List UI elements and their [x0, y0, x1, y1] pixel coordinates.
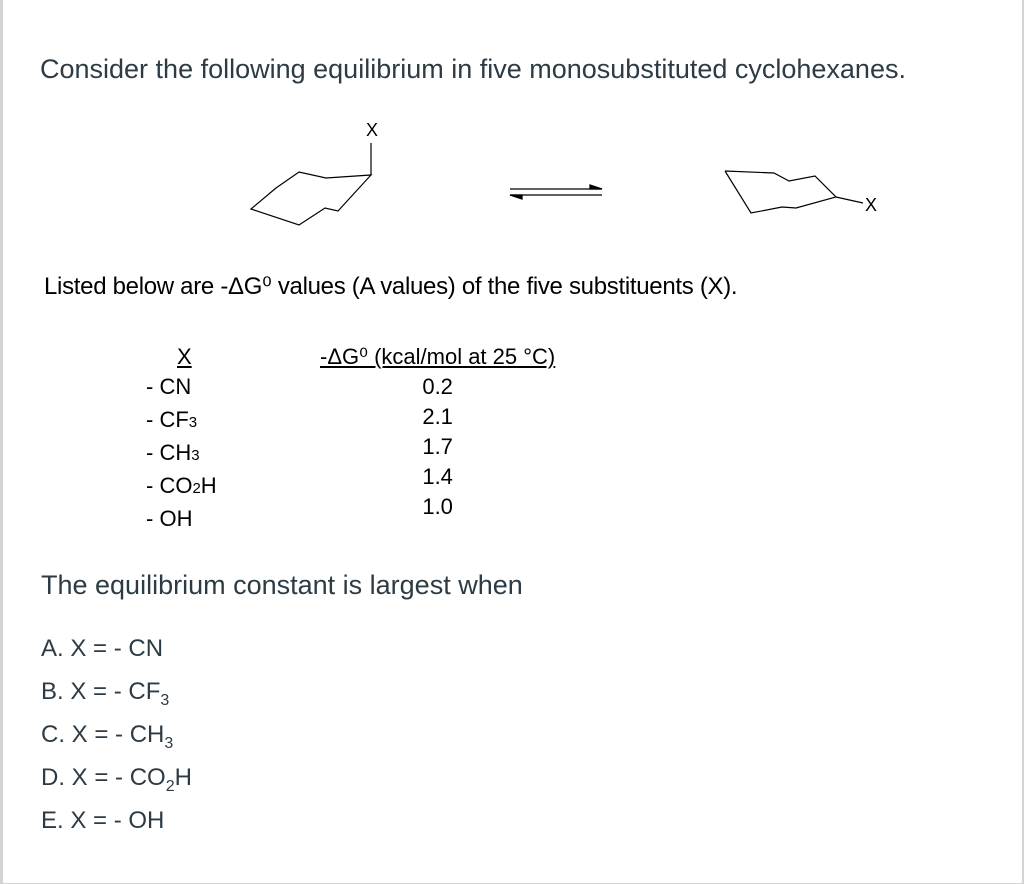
axial-substituent-label: X — [366, 120, 379, 140]
substituent-row — [146, 471, 217, 504]
choice-text: X = - CF — [70, 678, 161, 705]
question-text: The equilibrium constant is largest when — [41, 570, 523, 600]
answer-choices — [41, 634, 192, 849]
equilibrium-arrows — [510, 185, 602, 199]
equilibrium-scheme — [240, 110, 960, 230]
substituent-prefix: - — [146, 473, 160, 498]
substituent-row — [146, 504, 217, 537]
answer-choice — [41, 720, 192, 763]
substituent-subscript: 3 — [191, 447, 200, 464]
axial-chair-cyclohexane — [251, 143, 371, 225]
delta-g-value: 1.4 — [422, 464, 453, 489]
delta-g-value: 1.0 — [422, 494, 453, 519]
listed-below-text: Listed below are -ΔG⁰ values (A values) of the five substituents (X). — [44, 273, 738, 300]
frame-left-border — [0, 0, 3, 884]
choice-text: X = - CN — [70, 635, 164, 662]
choice-letter: A. — [41, 635, 64, 662]
delta-g-column — [320, 342, 555, 522]
choice-text-tail: H — [174, 764, 192, 791]
choice-subscript: 2 — [165, 778, 175, 795]
choice-text: X = - CH — [71, 721, 165, 748]
delta-g-value: 2.1 — [422, 404, 453, 429]
answer-choice — [41, 677, 192, 720]
substituent-prefix: - — [146, 440, 160, 465]
answer-choice — [41, 634, 192, 677]
choice-letter: D. — [41, 764, 65, 791]
delta-g-value: 0.2 — [422, 374, 453, 399]
substituent-formula: CH — [159, 440, 192, 465]
substituent-formula: CO — [159, 473, 193, 498]
substituent-prefix: - — [146, 374, 160, 399]
choice-letter: C. — [41, 721, 65, 748]
substituent-row — [146, 405, 217, 438]
choice-text: X = - CO — [71, 764, 166, 791]
equatorial-substituent-label: X — [865, 195, 878, 215]
substituent-row — [146, 372, 217, 405]
answer-choice — [41, 763, 192, 806]
delta-g-value: 1.7 — [422, 434, 453, 459]
choice-subscript: 3 — [160, 692, 170, 709]
substituent-formula: CF — [159, 407, 189, 432]
substituent-column — [146, 342, 217, 537]
equatorial-chair-cyclohexane — [725, 171, 863, 213]
substituent-formula-tail: H — [200, 473, 217, 498]
substituent-row — [146, 438, 217, 471]
substituent-subscript: 3 — [188, 414, 198, 431]
substituent-formula: OH — [159, 506, 193, 531]
delta-g-column-header: -ΔG⁰ (kcal/mol at 25 °C) — [320, 344, 556, 369]
answer-choice — [41, 806, 192, 849]
intro-text: Consider the following equilibrium in five monosubstituted cyclohexanes. — [40, 54, 906, 84]
choice-letter: B. — [41, 678, 64, 705]
substituent-formula: CN — [159, 374, 192, 399]
substituent-prefix: - — [146, 506, 160, 531]
substituent-subscript: 2 — [192, 480, 201, 497]
substituent-column-header: X — [177, 344, 192, 369]
substituent-prefix: - — [146, 407, 160, 432]
choice-letter: E. — [41, 807, 64, 834]
choice-subscript: 3 — [164, 735, 174, 752]
choice-text: X = - OH — [70, 807, 165, 834]
